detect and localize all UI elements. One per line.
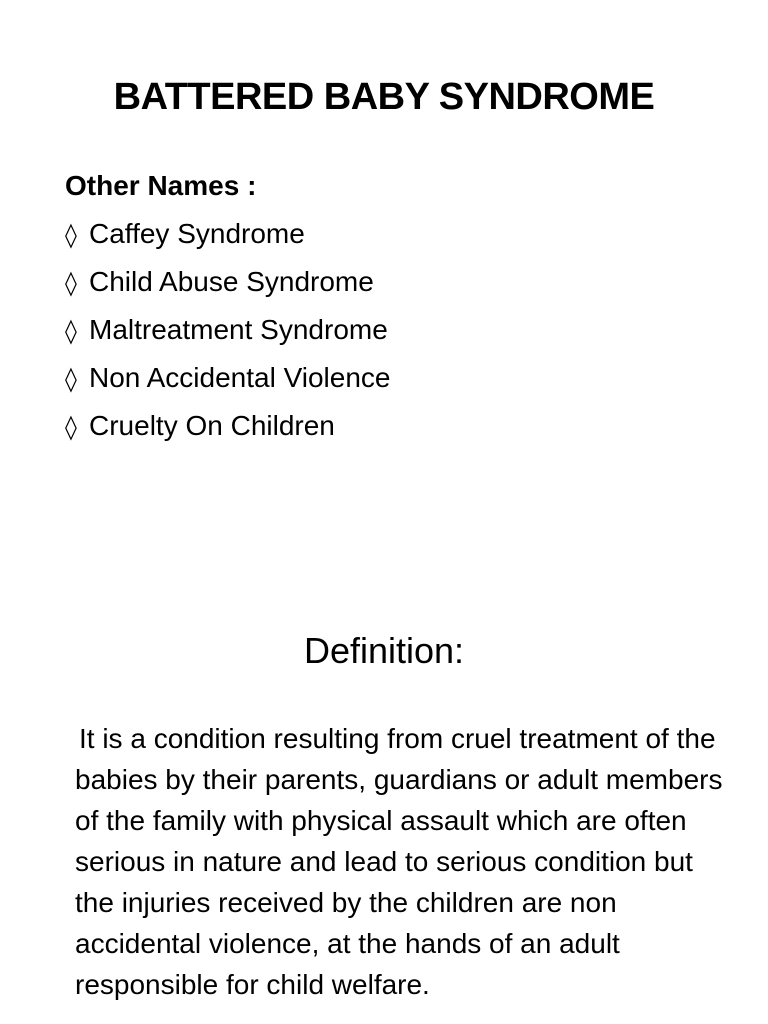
definition-heading: Definition: (303, 630, 465, 671)
lozenge-bullet-icon: ◊ (65, 365, 77, 393)
list-item-label: Non Accidental Violence (89, 362, 391, 393)
definition-paragraph: It is a condition resulting from cruel treatment of the babies by their parents, guardians or adult members of the family with physical assault which are often serious in nature and lead to serious condition but the injuries received by the children are non accidental violence, at the hands of an adult responsible for child welfare. (75, 723, 723, 1000)
other-names-list (65, 216, 725, 444)
list-item (65, 360, 725, 396)
other-names-heading: Other Names : (65, 170, 257, 201)
list-item (65, 216, 725, 252)
list-item (65, 408, 725, 444)
lozenge-bullet-icon: ◊ (65, 269, 77, 297)
list-item (65, 264, 725, 300)
list-item-label: Cruelty On Children (89, 410, 335, 441)
list-item-label: Caffey Syndrome (89, 218, 305, 249)
lozenge-bullet-icon: ◊ (65, 413, 77, 441)
slide-title: BATTERED BABY SYNDROME (113, 76, 655, 118)
list-item (65, 312, 725, 348)
lozenge-bullet-icon: ◊ (65, 317, 77, 345)
list-item-label: Maltreatment Syndrome (89, 314, 388, 345)
lozenge-bullet-icon: ◊ (65, 221, 77, 249)
other-names-section (65, 168, 725, 456)
list-item-label: Child Abuse Syndrome (89, 266, 374, 297)
